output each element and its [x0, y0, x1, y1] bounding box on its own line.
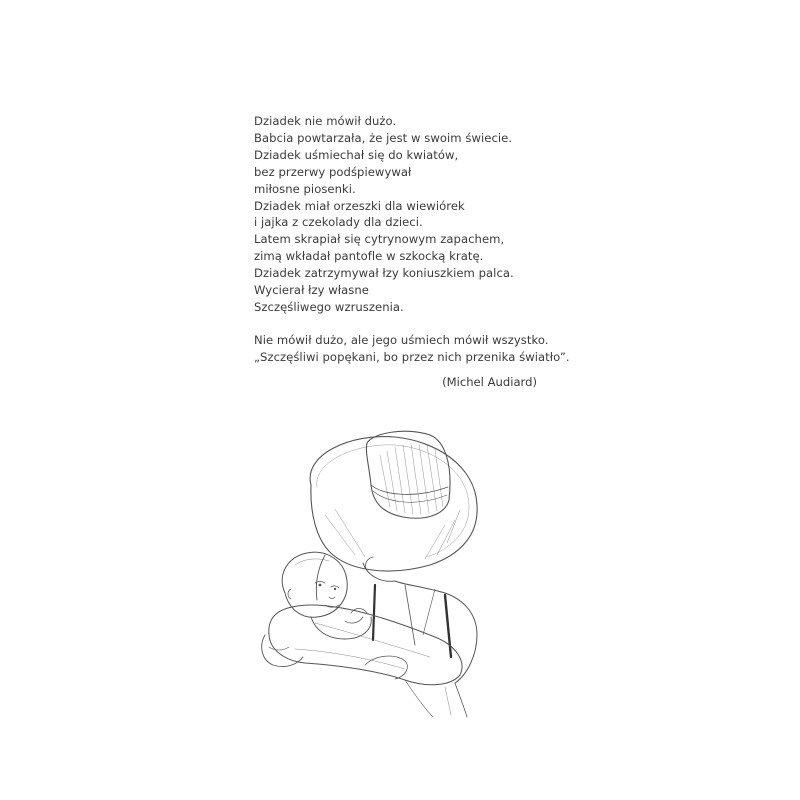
grandfather-baby-sketch-icon [255, 425, 495, 720]
poem-line: Dziadek zatrzymywał łzy koniuszkiem palca. [254, 266, 514, 281]
poem-line: bez przerwy podśpiewywał [254, 164, 412, 179]
poem-line: Babcia powtarzała, że jest w swoim świecie. [254, 130, 513, 145]
poem-line: „Szczęśliwi popękani, bo przez nich przenika światło”. [254, 349, 570, 364]
poem-line: i jajka z czekolady dla dzieci. [254, 215, 423, 230]
poem-line: Szczęśliwego wzruszenia. [254, 299, 404, 314]
poem-line: Dziadek uśmiechał się do kwiatów, [254, 147, 459, 162]
poem-text [254, 113, 570, 366]
stanza-gap [254, 316, 554, 332]
poem-attribution: (Michel Audiard) [442, 375, 537, 389]
poem-line: Wycierał łzy własne [254, 283, 369, 298]
poem-line: Latem skrapiał się cytrynowym zapachem, [254, 232, 505, 247]
poem-line: miłosne piosenki. [254, 181, 356, 196]
poem-line: Nie mówił dużo, ale jego uśmiech mówił wszystko. [254, 332, 549, 347]
poem-line: Dziadek miał orzeszki dla wiewiórek [254, 198, 465, 213]
poem-line: zimą wkładał pantofle w szkocką kratę. [254, 249, 484, 264]
poem-line: Dziadek nie mówił dużo. [254, 114, 397, 128]
